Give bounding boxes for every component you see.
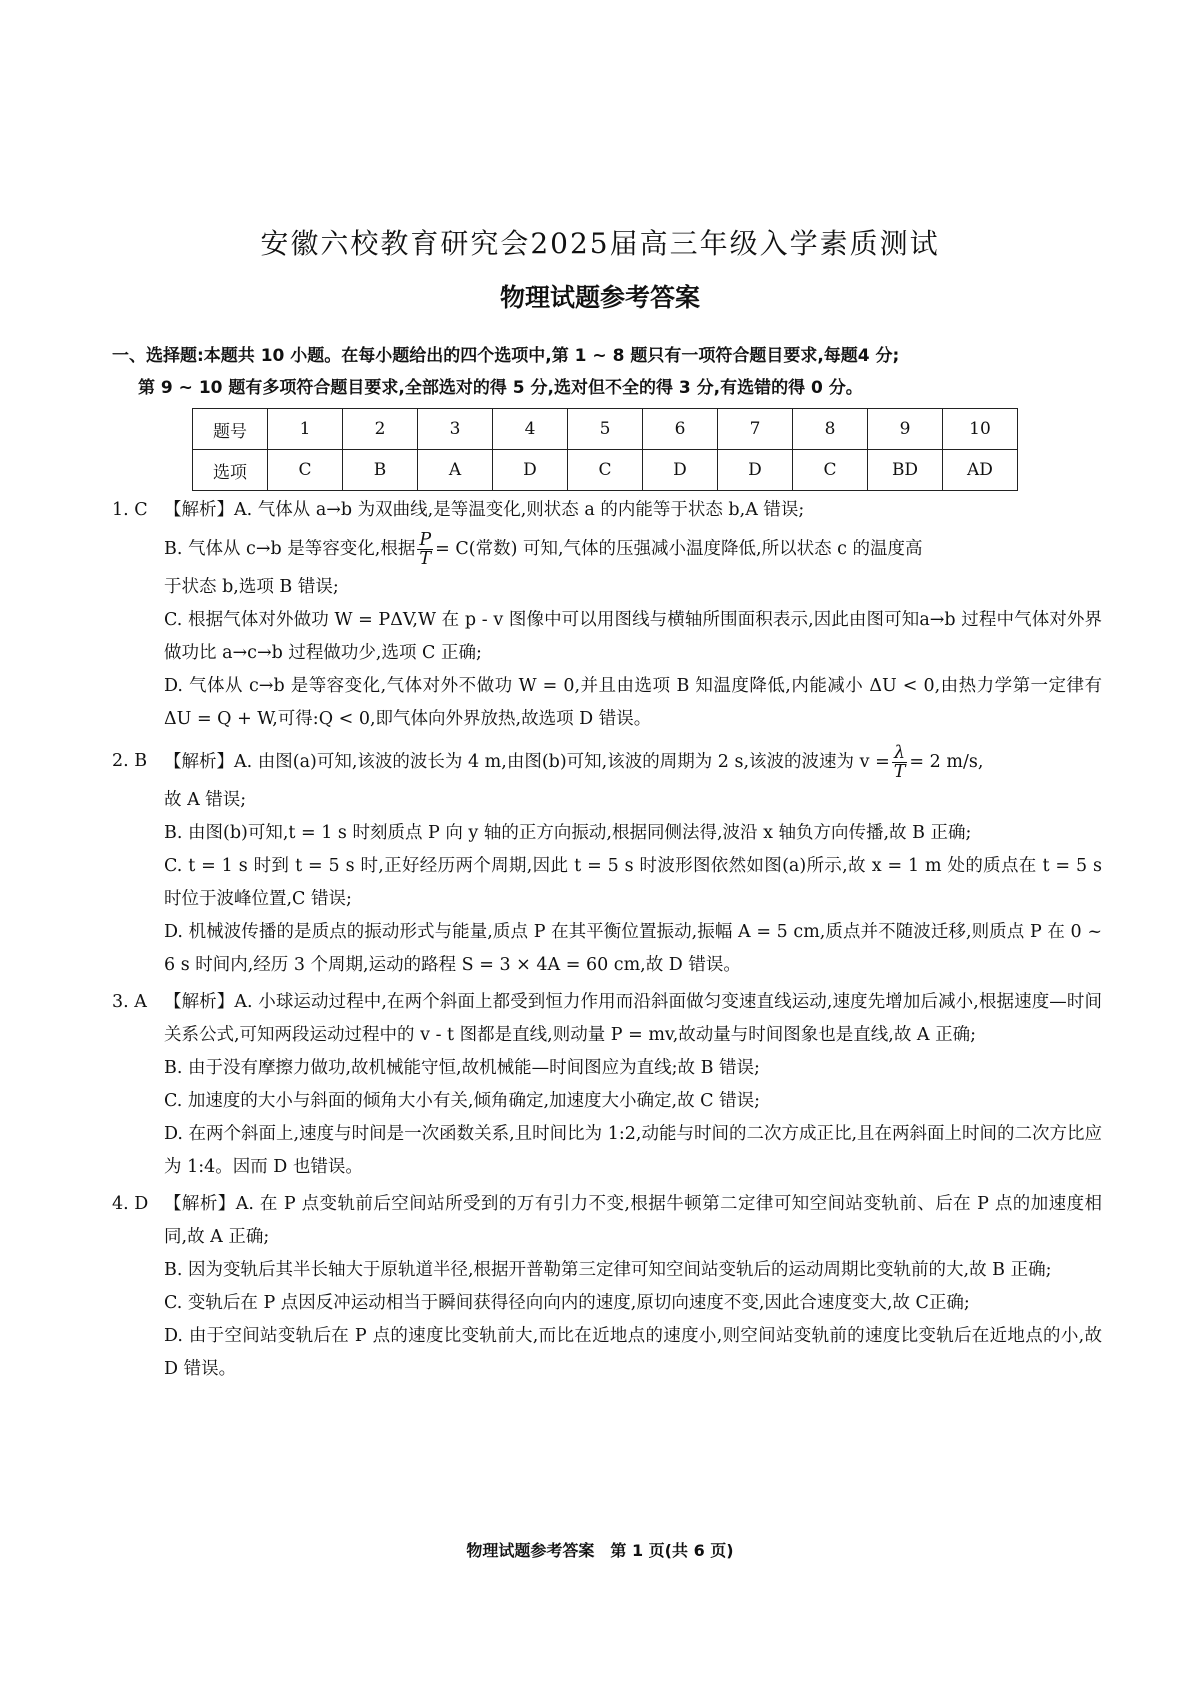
solution-text: B. 气体从 c→b 是等容变化,根据	[164, 539, 416, 559]
question-number: 4. D	[112, 1194, 149, 1214]
answer-table-row-answers	[193, 450, 1018, 491]
page-footer: 物理试题参考答案 第 1 页(共 6 页)	[466, 1541, 734, 1560]
table-cell-number: 1	[268, 409, 343, 450]
solution-paragraph: 【解析】A. 在 P 点变轨前后空间站所受到的万有引力不变,根据牛顿第二定律可知空间站变轨前、后在 P 点的加速度相同,故 A 正确;	[164, 1194, 1102, 1247]
fraction-p-over-t	[417, 531, 433, 568]
solution-paragraph: D. 在两个斜面上,速度与时间是一次函数关系,且时间比为 1:2,动能与时间的二次方成正比,且在两斜面上时间的二次方比应为 1:4。因而 D 也错误。	[164, 1124, 1103, 1177]
solution-paragraph: C. 变轨后在 P 点因反冲运动相当于瞬间获得径向向内的速度,原切向速度不变,因此合速度变大,故 C正确;	[164, 1293, 970, 1313]
fraction-numerator: P	[419, 530, 432, 550]
table-cell-answer: C	[793, 450, 868, 491]
solution-paragraph: D. 机械波传播的是质点的振动形式与能量,质点 P 在其平衡位置振动,振幅 A = 5 cm,质点并不随波迁移,则质点 P 在 0 ~ 6 s 时间内,经历 3 个周期,运动的路程 S = 3 × 4A = 60 cm,故 D 错误。	[164, 922, 1102, 975]
table-cell-number: 7	[718, 409, 793, 450]
solution-text: = 2 m/s,	[909, 752, 984, 772]
solution-paragraph: 【解析】A. 小球运动过程中,在两个斜面上都受到恒力作用而沿斜面做匀变速直线运动,速度先增加后减小,根据速度—时间关系公式,可知两段运动过程中的 v - t 图都是直线,则动量 P = mv,故动量与时间图象也是直线,故 A 正确;	[164, 992, 1102, 1045]
solution-paragraph: 【解析】A. 气体从 a→b 为双曲线,是等温变化,则状态 a 的内能等于状态 b,A 错误;	[164, 500, 805, 520]
solution-paragraph	[112, 527, 1102, 571]
section-line-2: 第 9 ~ 10 题有多项符合题目要求,全部选对的得 5 分,选对但不全的得 3 分,有选错的得 0 分。	[138, 378, 863, 398]
solution-paragraph: D. 气体从 c→b 是等容变化,气体对外不做功 W = 0,并且由选项 B 知温度降低,内能减小 ΔU < 0,由热力学第一定律有 ΔU = Q + W,可得:Q < 0,即气体向外界放热,故选项 D 错误。	[164, 676, 1102, 729]
table-cell-number: 8	[793, 409, 868, 450]
table-header-answer: 选项	[193, 450, 268, 491]
fraction-denominator: T	[893, 762, 906, 782]
fraction-numerator: λ	[892, 744, 908, 763]
question-3	[112, 986, 1102, 1184]
question-2	[112, 740, 1102, 982]
solution-paragraph: C. t = 1 s 时到 t = 5 s 时,正好经历两个周期,因此 t = 5 s 时波形图依然如图(a)所示,故 x = 1 m 处的质点在 t = 5 s 时位于波峰位置,C 错误;	[164, 856, 1102, 909]
table-cell-number: 10	[943, 409, 1018, 450]
solution-text: 【解析】A. 由图(a)可知,该波的波长为 4 m,由图(b)可知,该波的周期为 2 s,该波的波速为 v =	[164, 752, 890, 772]
page-subtitle: 物理试题参考答案	[499, 283, 700, 312]
table-cell-answer: BD	[868, 450, 943, 491]
page-title: 安徽六校教育研究会2025届高三年级入学素质测试	[260, 227, 940, 260]
question-number: 2. B	[112, 751, 148, 771]
question-number: 3. A	[112, 992, 147, 1012]
solution-paragraph	[112, 740, 1102, 784]
section-instructions	[112, 340, 1102, 404]
table-cell-answer: D	[643, 450, 718, 491]
solution-paragraph: C. 加速度的大小与斜面的倾角大小有关,倾角确定,加速度大小确定,故 C 错误;	[164, 1091, 760, 1111]
table-cell-answer: A	[418, 450, 493, 491]
table-cell-number: 2	[343, 409, 418, 450]
table-cell-answer: B	[343, 450, 418, 491]
table-cell-number: 6	[643, 409, 718, 450]
solution-paragraph: 故 A 错误;	[164, 790, 247, 810]
table-cell-answer: C	[568, 450, 643, 491]
table-cell-number: 4	[493, 409, 568, 450]
solution-paragraph: D. 由于空间站变轨后在 P 点的速度比变轨前大,而比在近地点的速度小,则空间站变轨前的速度比变轨后在近地点的小,故 D 错误。	[164, 1326, 1102, 1379]
table-cell-number: 9	[868, 409, 943, 450]
solution-paragraph: B. 因为变轨后其半长轴大于原轨道半径,根据开普勒第三定律可知空间站变轨后的运动周期比变轨前的大,故 B 正确;	[164, 1260, 1052, 1280]
fraction-denominator: T	[419, 549, 432, 569]
table-cell-answer: D	[718, 450, 793, 491]
table-cell-answer: C	[268, 450, 343, 491]
solution-paragraph: B. 由于没有摩擦力做功,故机械能守恒,故机械能—时间图应为直线;故 B 错误;	[164, 1058, 760, 1078]
question-1	[112, 494, 1102, 736]
question-number: 1. C	[112, 500, 148, 520]
solution-paragraph: B. 由图(b)可知,t = 1 s 时刻质点 P 向 y 轴的正方向振动,根据同侧法得,波沿 x 轴负方向传播,故 B 正确;	[164, 823, 972, 843]
question-4	[112, 1188, 1102, 1386]
table-cell-number: 3	[418, 409, 493, 450]
solution-text: = C(常数) 可知,气体的压强减小温度降低,所以状态 c 的温度高	[435, 539, 923, 559]
fraction-lambda-over-t	[892, 744, 908, 781]
answer-table-row-numbers	[193, 409, 1018, 450]
table-cell-number: 5	[568, 409, 643, 450]
table-header-number: 题号	[193, 409, 268, 450]
table-cell-answer: AD	[943, 450, 1018, 491]
solutions-body	[112, 494, 1102, 1390]
section-line-1: 一、选择题:本题共 10 小题。在每小题给出的四个选项中,第 1 ~ 8 题只有一项符合题目要求,每题4 分;	[112, 346, 900, 366]
solution-paragraph: C. 根据气体对外做功 W = PΔV,W 在 p - v 图像中可以用图线与横轴所围面积表示,因此由图可知a→b 过程中气体对外界做功比 a→c→b 过程做功少,选项 C 正确;	[164, 610, 1102, 663]
answer-table	[192, 408, 1018, 491]
solution-paragraph: 于状态 b,选项 B 错误;	[164, 577, 339, 597]
table-cell-answer: D	[493, 450, 568, 491]
